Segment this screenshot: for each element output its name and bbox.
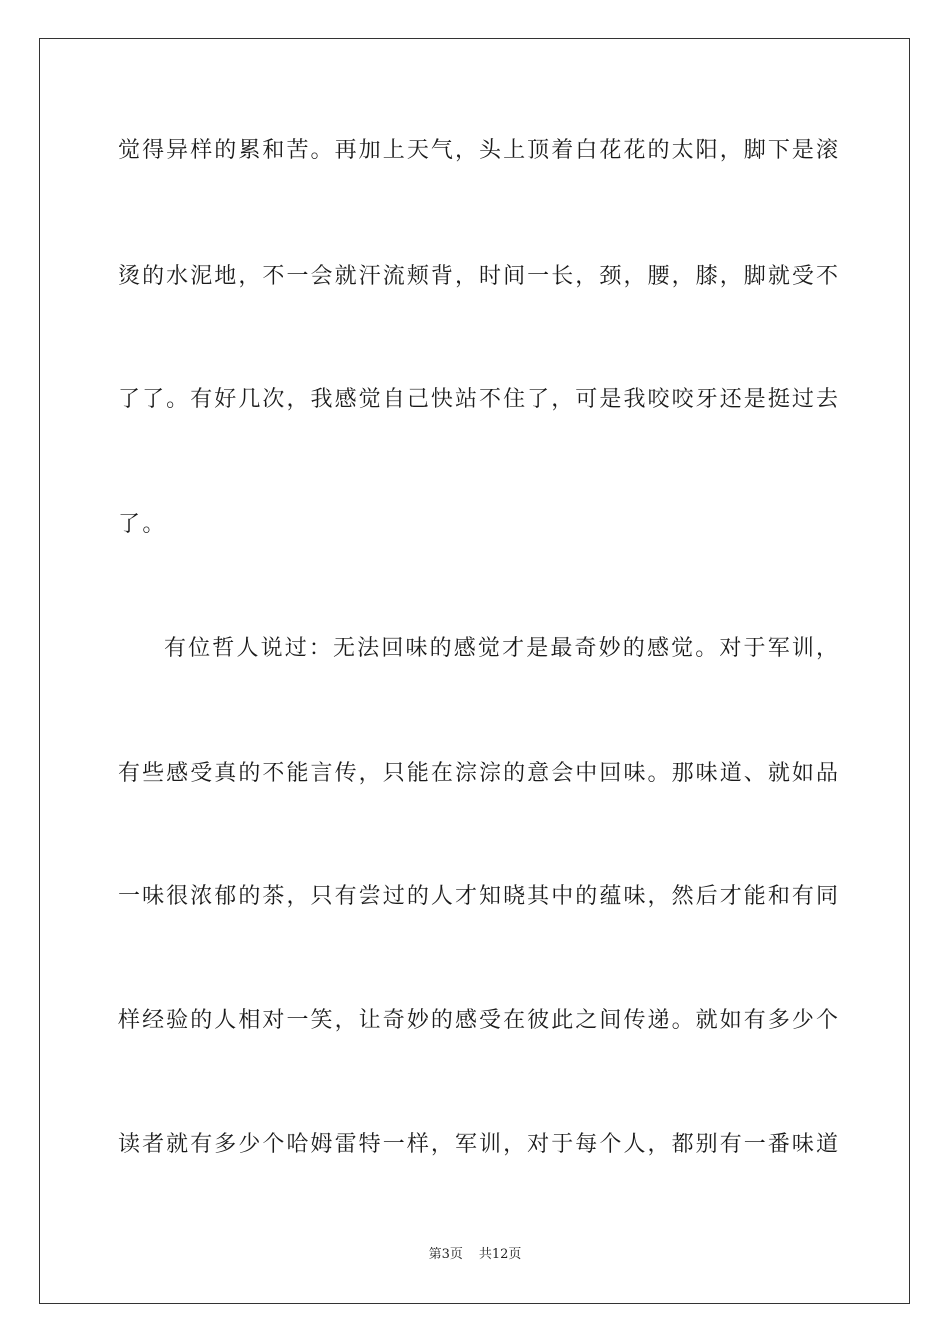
text-line-6: 有些感受真的不能言传，只能在淙淙的意会中回味。那味道、就如品: [118, 761, 838, 786]
text-line-9: 读者就有多少个哈姆雷特一样，军训，对于每个人，都别有一番味道: [118, 1132, 838, 1157]
text-line-3: 了了。有好几次，我感觉自己快站不住了，可是我咬咬牙还是挺过去: [118, 387, 838, 412]
page-number: 第3页: [428, 1247, 463, 1262]
text-line-1: 觉得异样的累和苦。再加上天气，头上顶着白花花的太阳，脚下是滚: [118, 138, 838, 163]
page-footer: [0, 1246, 950, 1264]
text-line-2: 烫的水泥地，不一会就汗流颊背，时间一长，颈，腰，膝，脚就受不: [118, 264, 838, 289]
paragraph-start-line: 有位哲人说过：无法回味的感觉才是最奇妙的感觉。对于军训，: [164, 636, 838, 661]
page-border: [39, 38, 910, 1304]
text-line-7: 一味很浓郁的茶，只有尝过的人才知晓其中的蕴味，然后才能和有同: [118, 884, 838, 909]
page-total: 共12页: [478, 1247, 522, 1262]
text-line-4: 了。: [118, 512, 167, 537]
text-line-8: 样经验的人相对一笑，让奇妙的感受在彼此之间传递。就如有多少个: [118, 1008, 838, 1033]
